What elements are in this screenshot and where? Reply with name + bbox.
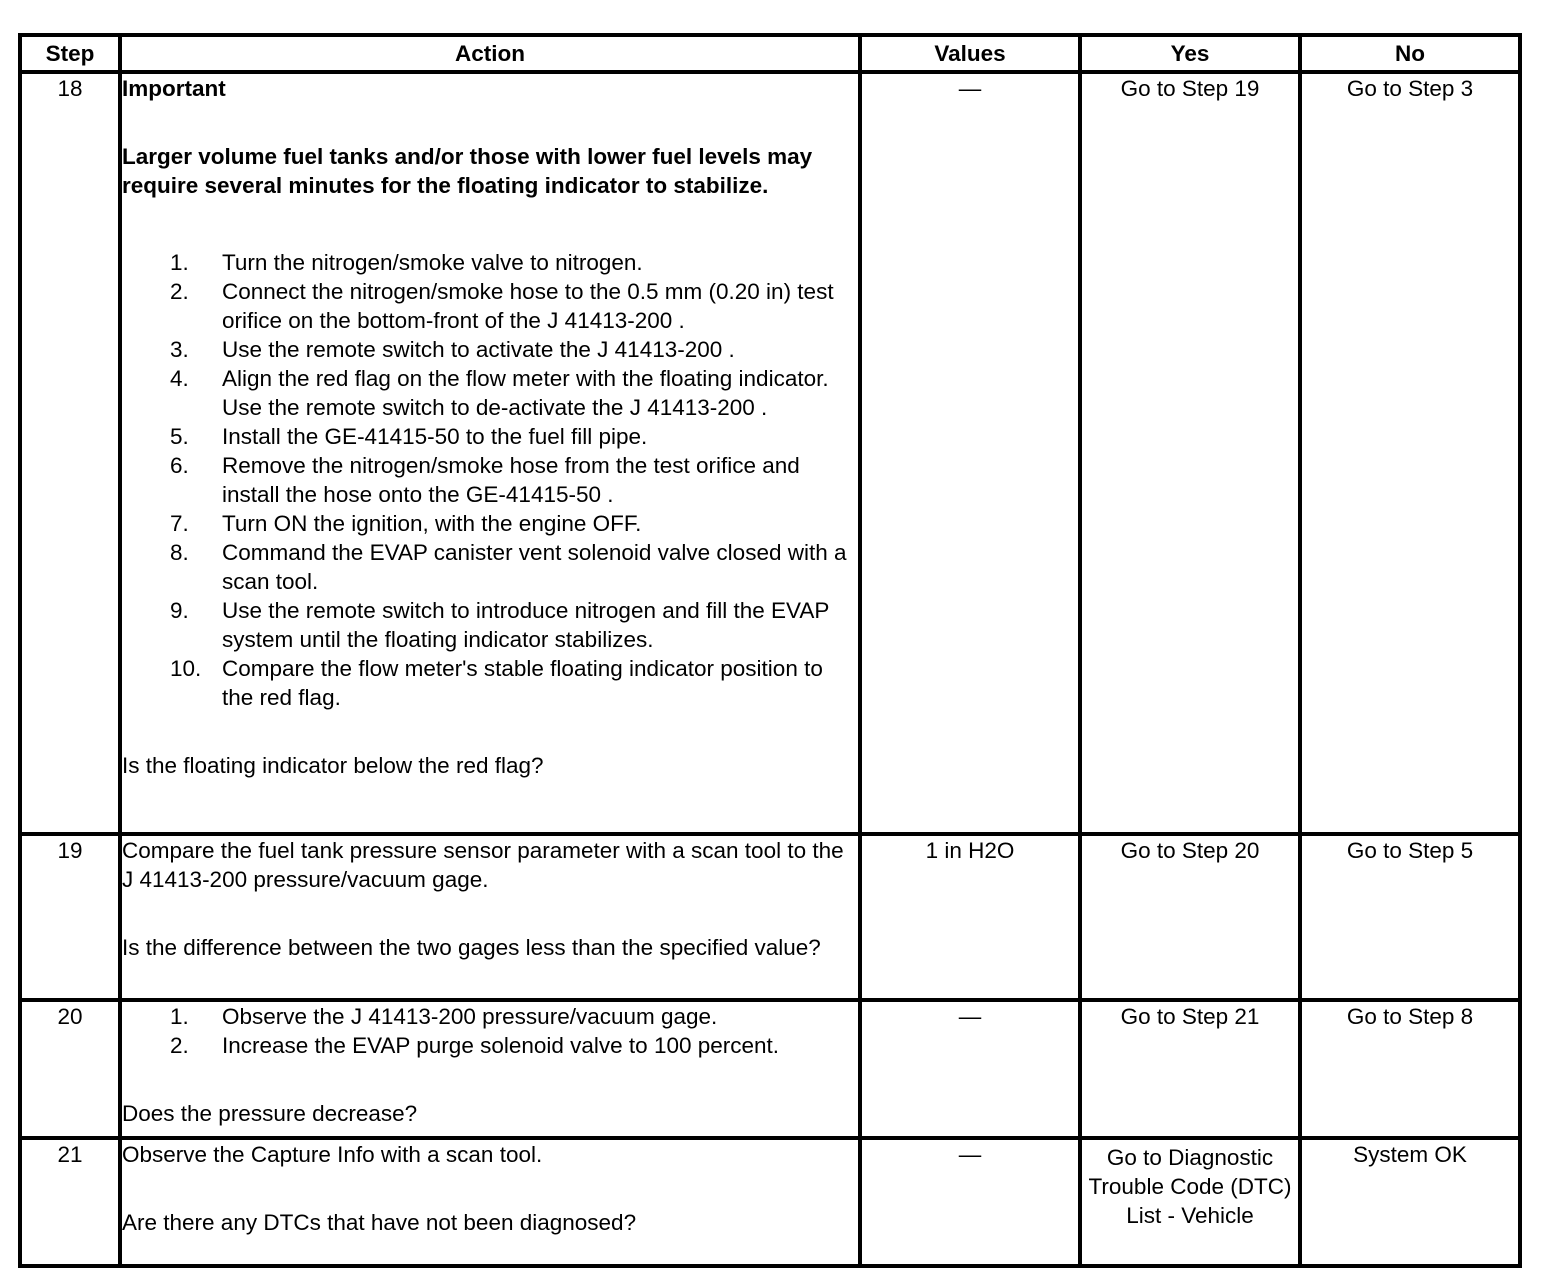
action-cell: [120, 834, 860, 1000]
important-text: Larger volume fuel tanks and/or those with lower fuel levels may require several minutes for the floating indicator to stabilize.: [122, 144, 813, 198]
yes-cell: Go to Step 20: [1080, 834, 1300, 1000]
table-row-step-20: [20, 1000, 1520, 1138]
action-cell: [120, 1000, 860, 1138]
list-item: 1. Turn the nitrogen/smoke valve to nitrogen.: [170, 250, 643, 275]
table-row-step-21: [20, 1138, 1520, 1266]
list-item: 2. Connect the nitrogen/smoke hose to the 0.5 mm (0.20 in) test orifice on the bottom-front of the J 41413-200 .: [170, 279, 834, 333]
list-item: 9. Use the remote switch to introduce nitrogen and fill the EVAP system until the floating indicator stabilizes.: [170, 598, 829, 652]
yes-cell: Go to Step 19: [1080, 72, 1300, 834]
table-row-step-19: [20, 834, 1520, 1000]
header-values: Values: [860, 35, 1080, 72]
list-item: 7. Turn ON the ignition, with the engine OFF.: [170, 511, 642, 536]
list-item: 2. Increase the EVAP purge solenoid valve to 100 percent.: [170, 1033, 780, 1058]
header-action: Action: [120, 35, 860, 72]
step-number: 21: [20, 1138, 120, 1266]
values-cell: —: [860, 1000, 1080, 1138]
step-question: Is the difference between the two gages less than the specified value?: [122, 935, 821, 960]
procedure-list: [122, 1002, 858, 1060]
procedure-list: [122, 248, 858, 712]
action-text: Observe the Capture Info with a scan tool.: [122, 1142, 543, 1167]
action-cell: [120, 72, 860, 834]
step-number: 18: [20, 72, 120, 834]
step-question: Is the floating indicator below the red flag?: [122, 753, 544, 778]
header-yes: Yes: [1080, 35, 1300, 72]
important-title: Important: [122, 76, 226, 101]
header-step: Step: [20, 35, 120, 72]
list-item: 6. Remove the nitrogen/smoke hose from the test orifice and install the hose onto the GE-41415-50 .: [170, 453, 800, 507]
header-no: No: [1300, 35, 1520, 72]
yes-cell: Go to Step 21: [1080, 1000, 1300, 1138]
diagnostic-table: [18, 33, 1522, 1268]
no-cell: Go to Step 5: [1300, 834, 1520, 1000]
no-cell: Go to Step 8: [1300, 1000, 1520, 1138]
list-item: 10. Compare the flow meter's stable floating indicator position to the red flag.: [170, 656, 823, 710]
list-item: 5. Install the GE-41415-50 to the fuel fill pipe.: [170, 424, 648, 449]
step-number: 20: [20, 1000, 120, 1138]
table-row-step-18: [20, 72, 1520, 834]
step-number: 19: [20, 834, 120, 1000]
no-cell: Go to Step 3: [1300, 72, 1520, 834]
values-cell: 1 in H2O: [860, 834, 1080, 1000]
list-item: 3. Use the remote switch to activate the J 41413-200 .: [170, 337, 735, 362]
step-question: Are there any DTCs that have not been diagnosed?: [122, 1210, 637, 1235]
action-text: Compare the fuel tank pressure sensor parameter with a scan tool to the J 41413-200 pressure/vacuum gage.: [122, 838, 844, 892]
list-item: 1. Observe the J 41413-200 pressure/vacuum gage.: [170, 1004, 718, 1029]
values-cell: —: [860, 72, 1080, 834]
list-item: 8. Command the EVAP canister vent solenoid valve closed with a scan tool.: [170, 540, 847, 594]
no-cell: System OK: [1300, 1138, 1520, 1266]
values-cell: —: [860, 1138, 1080, 1266]
action-cell: [120, 1138, 860, 1266]
yes-cell: Go to Diagnostic Trouble Code (DTC) List - Vehicle: [1080, 1138, 1300, 1266]
header-row: [20, 35, 1520, 72]
list-item: 4. Align the red flag on the flow meter with the floating indicator. Use the remote switch to de-activate the J 41413-200 .: [170, 366, 829, 420]
step-question: Does the pressure decrease?: [122, 1101, 418, 1126]
